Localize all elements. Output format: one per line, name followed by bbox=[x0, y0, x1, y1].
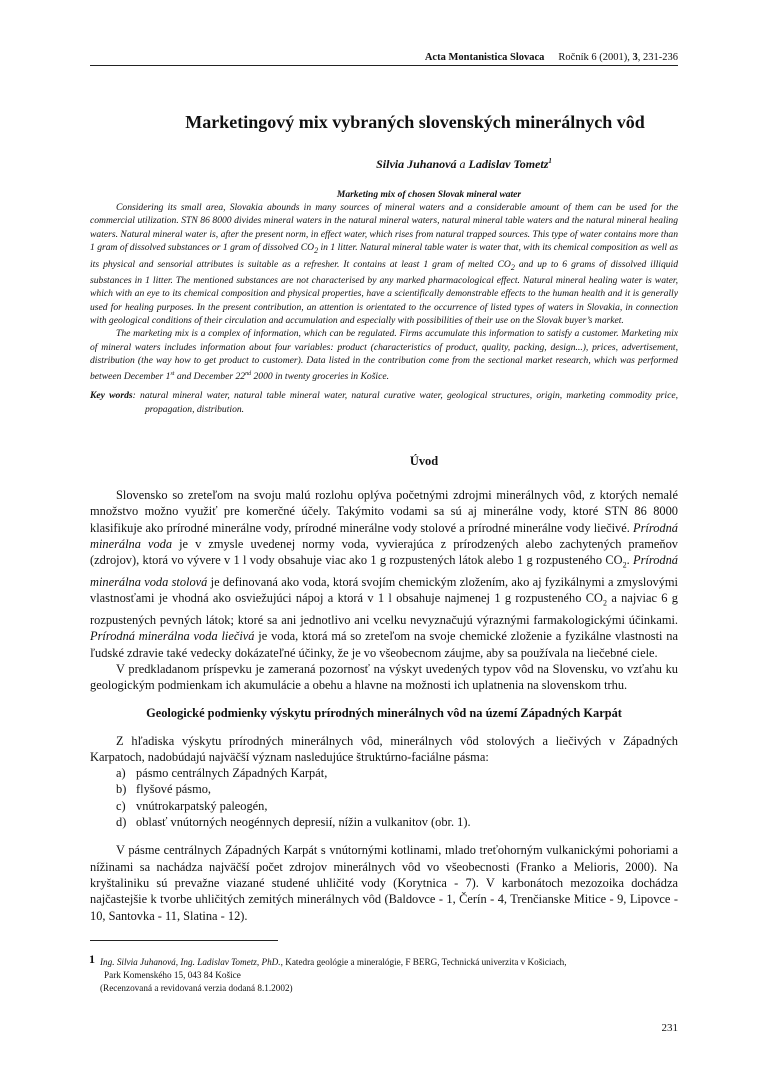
intro-paragraph-1: Slovensko so zreteľom na svoju malú rozlohu oplýva početnými zdrojmi minerálnych vôd, z ktorých nemalé množstvo možno využiť pre komerčné účely. Takýmito vodami sa sú aj minerálne vody, ktoré STN 86 8000 klasifikuje ako prírodné minerálne vody, prírodné minerálne vody stolové a prírodné minerálne vody liečivé. Prírodná minerálna voda je v zmysle uvedenej normy voda, vyvierajúca z prírodzených alebo zachytených prameňov (zdrojov), ktorá vo vývere v 1 l vody obsahuje viac ako 1 g rozpustených látok alebo 1 g rozpusteného $CO_2$. Prírodná minerálna voda stolová je definovaná ako voda, ktorá svojím chemickým zložením, ako aj fyzikálnymi a zmyslovými vlastnosťami je vhodná ako osviežujúci nápoj a ktorá v 1 l obsahuje najmenej 1 g rozpusteného $CO_2$ a najviac 6 g rozpustených pevných látok; ktoré sa ani jednotlivo ani vcelku nevyznačujú výraznými farmakologickými účinkami. Prírodná minerálna voda liečivá je voda, ktorá má so zreteľom na svoje chemické zloženie a fyzikálne vlastnosti na ľudské zdravie také vedecky dokázateľné účinky, že je vo všeobecnom záujme, aby sa používala na liečebné ciele. bbox=[90, 488, 678, 660]
footnote-line-3: (Recenzovaná a revidovaná verzia dodaná 8.1.2002) bbox=[100, 983, 293, 993]
zone-list bbox=[90, 765, 678, 830]
authors bbox=[250, 157, 678, 172]
journal-name: Acta Montanistica Slovaca bbox=[424, 52, 545, 63]
author-first: Silvia Juhanová bbox=[376, 157, 457, 171]
footnote bbox=[89, 952, 678, 995]
list-item: c) vnútrokarpatský paleogén, bbox=[116, 798, 268, 813]
footnote-line-2: Park Komenského 15, 043 84 Košice bbox=[104, 970, 241, 980]
section-title-uvod: Úvod bbox=[409, 454, 439, 469]
footnote-mark: 1 bbox=[89, 952, 95, 966]
keywords-label: Key words bbox=[90, 390, 133, 402]
abstract bbox=[90, 201, 678, 383]
issue-prefix: Ročník 6 (2001), bbox=[558, 52, 633, 63]
page bbox=[90, 52, 678, 924]
english-title: Marketing mix of chosen Slovak mineral water bbox=[336, 190, 522, 200]
geology-body bbox=[90, 733, 678, 924]
intro-paragraph-2: V predkladanom príspevku je zameraná pozornosť na výskyt uvedených typov vôd na Slovensku, vo vzťahu ku geologickým podmienkam ich akumulácie a obehu a hlavne na možnosti ich uplatnenia na slovenskom trhu. bbox=[90, 662, 678, 693]
intro-body bbox=[90, 487, 678, 694]
paper-title: Marketingový mix vybraných slovenských minerálnych vôd bbox=[185, 112, 645, 132]
page-number: 231 bbox=[661, 1022, 678, 1034]
author-footnote-mark: 1 bbox=[548, 157, 552, 165]
issue-number: 3 bbox=[632, 52, 638, 63]
geology-paragraph-2: V pásme centrálnych Západných Karpát s vnútornými kotlinami, mlado treťohorným vulkanickými pohoriami a nížinami sa nachádza najväčší počet zdrojov minerálnych vôd vo všeobecnosti (Franko a Melioris, 2000). Na kryštaliniku sú prevažne viazané studené uhličité vody (Korytnica - 7). V karbonátoch mezozoika dochádza najčastejšie k tvorbe uhličitých zemitých minerálnych vôd (Baldovce - 1, Čerín - 4, Trenčianske Mitice - 9, Lipovce - 10, Santovka - 11, Slatina - 12). bbox=[90, 843, 678, 923]
journal-header bbox=[90, 52, 678, 66]
issue-pages: , 231-236 bbox=[637, 52, 678, 63]
geology-paragraph-1: Z hľadiska výskytu prírodných minerálnych vôd, minerálnych vôd stolových a liečivých v Západných Karpatoch, nadobúdajú najväčší význam nasledujúce štruktúrno-faciálne pásma: bbox=[90, 733, 678, 764]
keywords-text: : natural mineral water, natural table mineral water, natural curative water, geological structures, origin, marketing commodity price, propagation, distribution. bbox=[132, 390, 678, 415]
keywords bbox=[90, 389, 678, 416]
authors-and: a bbox=[459, 157, 466, 171]
list-item: b) flyšové pásmo, bbox=[116, 782, 212, 797]
list-item: d) oblasť vnútorných neogénnych depresií, nížin a vulkanitov (obr. 1). bbox=[116, 815, 471, 830]
section-title-geology: Geologické podmienky výskytu prírodných minerálnych vôd na území Západných Karpát bbox=[146, 705, 622, 720]
abstract-paragraph-1: Considering its small area, Slovakia abounds in many sources of mineral waters and a considerable amount of them can be used for the commercial utilization. STN 86 8000 divides mineral waters in the natural mineral waters, natural mineral table waters and the natural mineral healing waters. Natural mineral water is, after the present norm, in effect water, which rises from natural trapped sources. This type of water contains more than 1 gram of dissolved substances or 1 gram of dissolved $CO_2$ in 1 litter. Natural mineral table water is water that, with its chemical composition as well as its physical and sensorial attributes is suitable as a refresher. It contains at least 1 gram of melted $CO_2$ and up to 6 grams of dissolved illiquid substances in 1 litter. The mentioned substances are not characterised by any marked pharmacological effect. Natural mineral healing water is water, which with an eye to its chemical composition and physical properties, have a scientifically demonstrable effects to the human health and it is generally used for healing purposes. In the present contribution, an attention is orientated to the occurrence of listed types of waters in Slovakia, in connection with geological conditions of their circulation and accumulation and especially with possibilities of their use on the Slovak buyer’s market. bbox=[90, 202, 678, 327]
footnote-line-1: Ing. Silvia Juhanová, Ing. Ladislav Tometz, PhD., Katedra geológie a mineralógie, F BERG, Technická univerzita v Košiciach, bbox=[100, 957, 567, 967]
abstract-paragraph-2: The marketing mix is a complex of information, which can be regulated. Firms accumulate this information to satisfy a customer. Marketing mix of mineral waters includes information about four variables: product (characteristics of product, quality, packing, design...), prices, advertisement, distribution (the way how to get product to customer). Data listed in the contribution come from the sectional market research, which was performed between December 1st and December 22nd 2000 in twenty groceries in Košice. bbox=[90, 328, 678, 382]
list-item: a) pásmo centrálnych Západných Karpát, bbox=[116, 766, 328, 781]
footnote-divider bbox=[90, 940, 278, 941]
author-second: Ladislav Tometz bbox=[468, 157, 549, 171]
